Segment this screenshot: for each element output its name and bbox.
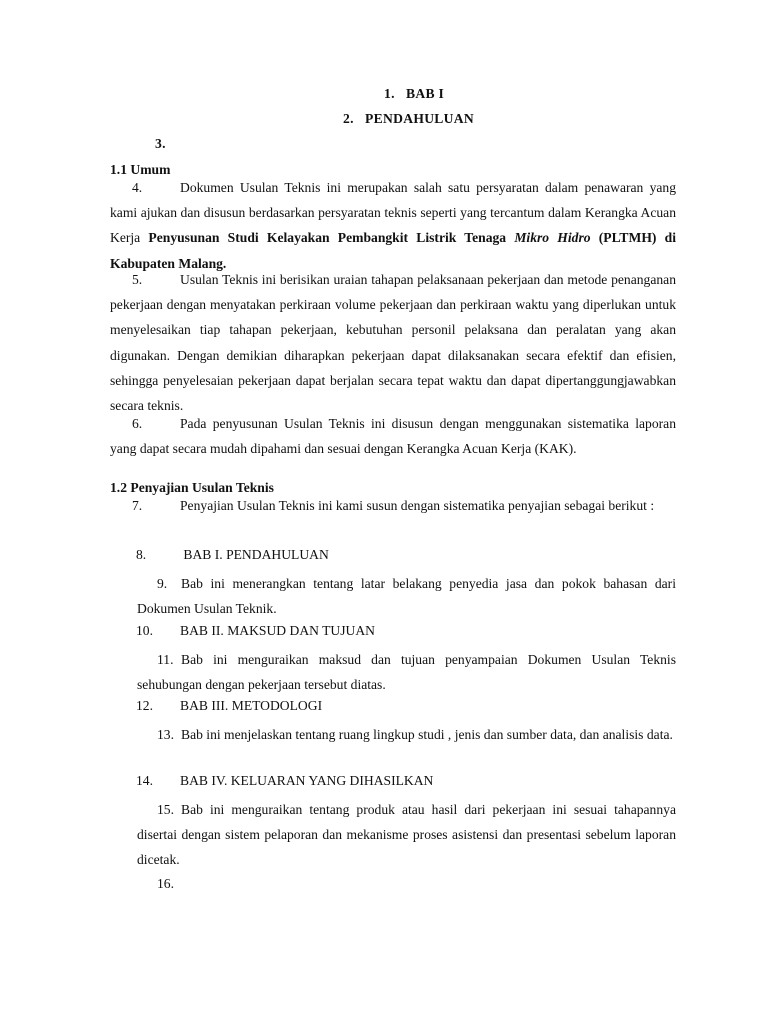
list-item-desc-15: 15. Bab ini menguraikan tentang produk atau hasil dari pekerjaan ini sesuai tahapannya disertai dengan sistem pelaporan dan mekanisme proses asistensi dan presentasi sebelum laporan dicetak. bbox=[137, 802, 676, 867]
list-item-bab-iii: 12. BAB III. METODOLOGI bbox=[136, 698, 323, 713]
heading-pendahuluan: 2. PENDAHULUAN bbox=[343, 111, 475, 126]
list-item-desc-9: 9. Bab ini menerangkan tentang latar belakang penyedia jasa dan pokok bahasan dari Dokumen Usulan Teknik. bbox=[137, 576, 676, 616]
list-item-empty-16: 16. bbox=[157, 876, 174, 891]
paragraph-6: 6. Pada penyusunan Usulan Teknis ini disusun dengan menggunakan sistematika laporan yang dapat secara mudah dipahami dan sesuai dengan Kerangka Acuan Kerja (KAK). bbox=[110, 411, 676, 461]
list-item-bab-ii: 10. BAB II. MAKSUD DAN TUJUAN bbox=[136, 623, 375, 638]
paragraph-5: 5. Usulan Teknis ini berisikan uraian tahapan pelaksanaan pekerjaan dan metode penanganan pekerjaan dengan menyatakan perkiraan volume pekerjaan dan perkiraan waktu yang diperlukan untuk menyelesaikan tiap tahapan pekerjaan, kebutuhan personil pelaksana dan peralatan yang akan digunakan. Dengan demikian diharapkan pekerjaan dapat dilaksanakan secara efektif dan efisien, sehingga penyelesaian pekerjaan dapat berjalan secara tepat waktu dan dapat dipertanggungjawabkan secara teknis. bbox=[110, 267, 676, 418]
list-item-desc-11: 11. Bab ini menguraikan maksud dan tujuan penyampaian Dokumen Usulan Teknis sehubungan dengan pekerjaan tersebut diatas. bbox=[137, 652, 676, 692]
paragraph-number: 6. bbox=[132, 416, 143, 431]
section-heading-umum: 1.1 Umum bbox=[110, 162, 171, 177]
paragraph-7: 7. Penyajian Usulan Teknis ini kami susun dengan sistematika penyajian sebagai berikut : bbox=[110, 493, 676, 519]
project-title: Penyusunan Studi Kelayakan Pembangkit Listrik Tenaga Mikro Hidro (PLTMH) di Kabupaten Malang. bbox=[110, 230, 676, 271]
heading-empty-3: 3. bbox=[155, 136, 166, 151]
list-item-bab-iv: 14. BAB IV. KELUARAN YANG DIHASILKAN bbox=[136, 773, 434, 788]
paragraph-4: 4. Dokumen Usulan Teknis ini merupakan salah satu persyaratan dalam penawaran yang kami ajukan dan disusun berdasarkan persyaratan teknis seperti yang tercantum dalam Kerangka Acuan Kerja Penyusunan Studi Kelayakan Pembangkit Listrik Tenaga Mikro Hidro (PLTMH) di Kabupaten Malang. bbox=[110, 175, 676, 276]
paragraph-number: 7. bbox=[132, 498, 143, 513]
list-item-desc-13: 13. Bab ini menjelaskan tentang ruang lingkup studi , jenis dan sumber data, dan analisis data. bbox=[157, 727, 673, 742]
section-heading-penyajian: 1.2 Penyajian Usulan Teknis bbox=[110, 480, 274, 495]
list-item-bab-i: 8. BAB I. PENDAHULUAN bbox=[136, 547, 329, 562]
paragraph-number: 5. bbox=[132, 272, 143, 287]
paragraph-number: 4. bbox=[132, 180, 143, 195]
heading-bab-i: 1. BAB I bbox=[384, 86, 445, 101]
